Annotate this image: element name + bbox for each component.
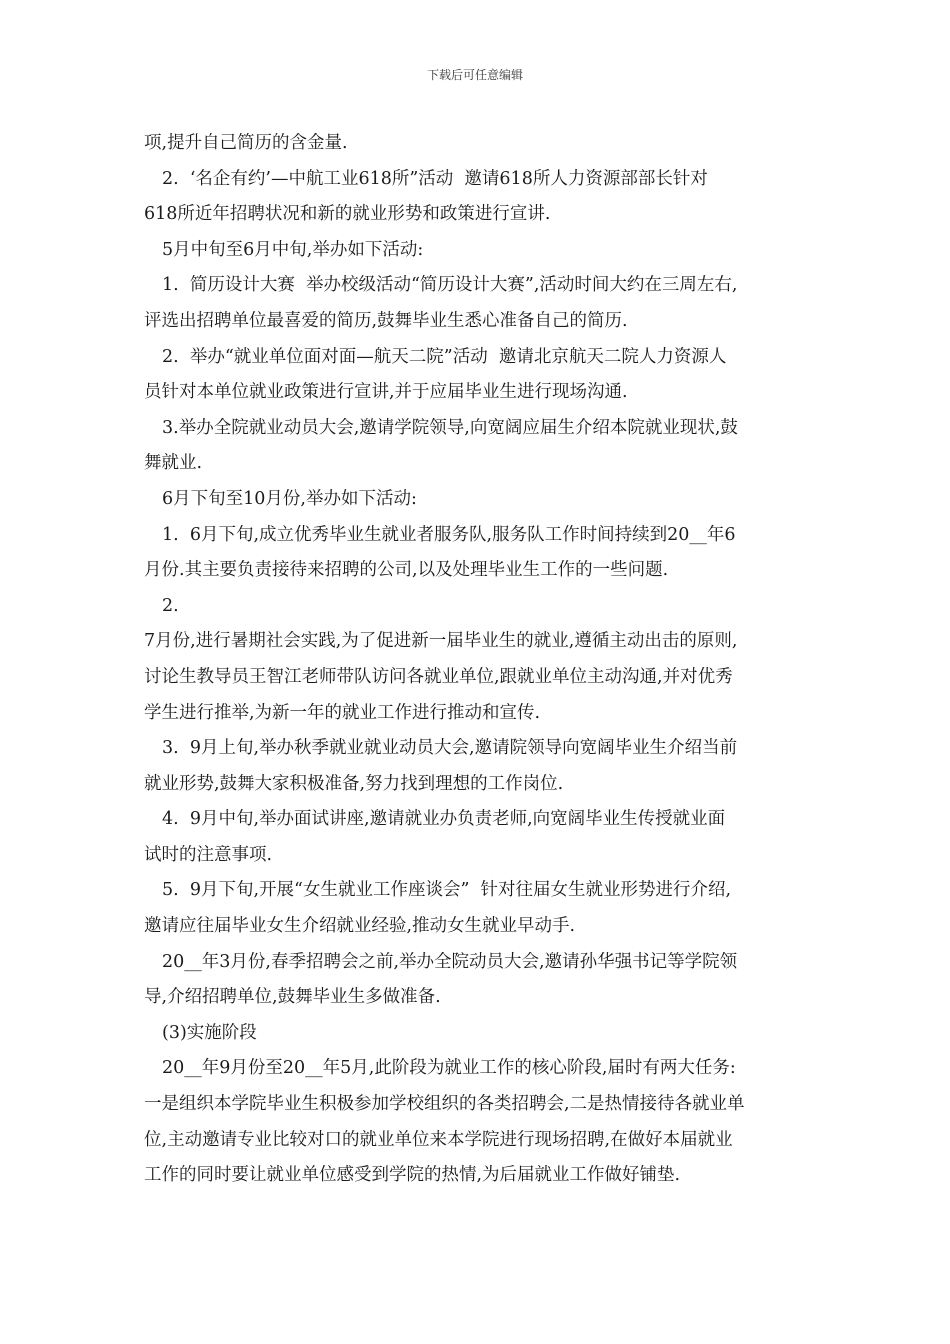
text-line: 3. 9月上旬,举办秋季就业就业动员大会,邀请院领导向宽阔毕业生介绍当前 (162, 738, 738, 759)
text-line: 评选出招聘单位最喜爱的简历,鼓舞毕业生悉心准备自己的简历. (144, 310, 628, 331)
text-line: 20__年3月份,春季招聘会之前,举办全院动员大会,邀请孙华强书记等学院领 (162, 951, 738, 972)
text-line: 就业形势,鼓舞大家积极准备,努力找到理想的工作岗位. (144, 773, 564, 794)
text-line: 试时的注意事项. (144, 844, 273, 865)
text-line: (3)实施阶段 (162, 1022, 257, 1043)
text-line: 一是组织本学院毕业生积极参加学校组织的各类招聘会,二是热情接待各就业单 (144, 1094, 745, 1115)
text-line: 6月下旬至10月份,举办如下活动: (162, 488, 417, 509)
text-line: 4. 9月中旬,举办面试讲座,邀请就业办负责老师,向宽阔毕业生传授就业面 (162, 809, 726, 830)
document-body (144, 126, 816, 1194)
text-line: 1. 6月下旬,成立优秀毕业生就业者服务队,服务队工作时间持续到20__年6 (162, 524, 736, 545)
page-header: 下载后可任意编辑 (426, 68, 523, 82)
text-line: 2. (162, 595, 179, 616)
text-line: 位,主动邀请专业比较对口的就业单位来本学院进行现场招聘,在做好本届就业 (144, 1129, 733, 1150)
text-line: 舞就业. (144, 453, 203, 474)
text-line: 工作的同时要让就业单位感受到学院的热情,为后届就业工作做好铺垫. (144, 1165, 681, 1186)
text-line: 20__年9月份至20__年5月,此阶段为就业工作的核心阶段,届时有两大任务: (162, 1058, 736, 1079)
text-line: 月份.其主要负责接待来招聘的公司,以及处理毕业生工作的一些问题. (144, 560, 669, 581)
text-line: 1. 简历设计大赛 举办校级活动“简历设计大赛”,活动时间大约在三周左右, (162, 275, 738, 296)
text-line: 618所近年招聘状况和新的就业形势和政策进行宣讲. (144, 204, 551, 225)
text-line: 5. 9月下旬,开展“女生就业工作座谈会” 针对往届女生就业形势进行介绍, (162, 880, 732, 901)
text-line: 讨论生教导员王智江老师带队访问各就业单位,跟就业单位主动沟通,并对优秀 (144, 666, 733, 687)
text-line: 邀请应往届毕业女生介绍就业经验,推动女生就业早动手. (144, 916, 576, 937)
text-line: 2. ‘名企有约’—中航工业618所”活动 邀请618所人力资源部部长针对 (162, 168, 708, 189)
text-line: 导,介绍招聘单位,鼓舞毕业生多做准备. (144, 987, 441, 1008)
text-line: 5月中旬至6月中旬,举办如下活动: (162, 239, 424, 260)
text-line: 7月份,进行暑期社会实践,为了促进新一届毕业生的就业,遵循主动出击的原则, (144, 631, 738, 652)
text-line: 员针对本单位就业政策进行宣讲,并于应届毕业生进行现场沟通. (144, 382, 628, 403)
text-line: 学生进行推举,为新一年的就业工作进行推动和宣传. (144, 702, 541, 723)
text-line: 项,提升自己简历的含金量. (144, 133, 348, 153)
text-line: 3.举办全院就业动员大会,邀请学院领导,向宽阔应届生介绍本院就业现状,鼓 (162, 417, 738, 438)
text-line: 2. 举办“就业单位面对面—航天二院”活动 邀请北京航天二院人力资源人 (162, 346, 727, 367)
